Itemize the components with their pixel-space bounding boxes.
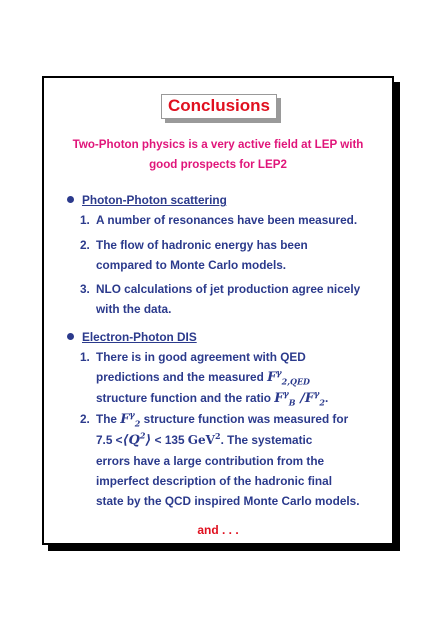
list-item <box>96 235 388 275</box>
item-number: 2. <box>80 238 90 252</box>
math-symbol: ⟩ <box>145 433 152 448</box>
text-segment: . The systematic <box>220 433 313 447</box>
section-heading-electron-photon: Electron-Photon DIS <box>82 330 197 344</box>
text-segment: structure function and the ratio <box>96 391 271 405</box>
text-segment: structure function was measured for <box>143 412 349 426</box>
list-item-line <box>96 367 388 388</box>
slide-panel <box>42 76 394 545</box>
bullet-icon <box>66 190 78 210</box>
item-number: 3. <box>80 282 90 296</box>
subtitle-line-2: good prospects for LEP2 <box>149 158 287 171</box>
math-superscript: 2 <box>215 431 221 441</box>
list-item-line: compared to Monte Carlo models. <box>96 258 287 272</box>
closing-text: and . . . <box>197 523 239 537</box>
math-symbol: / <box>300 391 305 406</box>
math-superscript: γ <box>276 367 282 378</box>
math-symbol: F <box>304 391 315 406</box>
text-segment: The <box>96 412 117 426</box>
math-subscript: B <box>288 397 296 408</box>
math-superscript: γ <box>129 409 135 420</box>
list-item <box>96 279 388 319</box>
text-segment: 7.5 < <box>96 433 123 447</box>
title-box <box>161 94 277 119</box>
subtitle-line-1: Two-Photon physics is a very active field at LEP with <box>72 138 364 151</box>
list-item-line: There is in good agreement with QED <box>96 350 306 364</box>
list-item-line <box>96 430 388 451</box>
list-item-line: with the data. <box>96 302 172 316</box>
text-segment: predictions and the measured <box>96 370 264 384</box>
text-segment: < 135 <box>154 433 185 447</box>
list-item-line: errors have a large contribution from the <box>96 454 325 468</box>
list-item-line: NLO calculations of jet production agree nicely <box>96 282 361 296</box>
list-item-line: A number of resonances have been measured. <box>96 213 358 227</box>
f2-qed-symbol <box>267 367 310 387</box>
math-superscript: γ <box>283 388 289 399</box>
bullet-icon <box>66 327 78 347</box>
math-subscript: 2 <box>319 397 325 408</box>
item-number: 2. <box>80 412 90 426</box>
f2-symbol <box>120 409 141 429</box>
math-symbol: ⟨Q <box>122 433 140 448</box>
math-superscript: γ <box>314 388 320 399</box>
math-subscript: 2,QED <box>281 376 310 387</box>
item-number: 1. <box>80 350 90 364</box>
list-item-line: state by the QCD inspired Monte Carlo models. <box>96 494 360 508</box>
math-symbol: GeV <box>187 433 215 447</box>
list-item-line <box>96 388 388 409</box>
list-item <box>96 409 388 511</box>
math-symbol: F <box>274 391 284 406</box>
gev-unit <box>188 433 221 447</box>
math-superscript: 2 <box>139 430 146 441</box>
section-heading-photon-photon: Photon-Photon scattering <box>82 193 227 207</box>
list-item <box>96 210 388 230</box>
math-subscript: 2 <box>134 418 141 429</box>
subtitle <box>44 135 392 175</box>
list-item <box>96 347 388 409</box>
list-item-line <box>96 409 388 430</box>
text-segment: . <box>324 391 329 405</box>
page-title: Conclusions <box>161 94 277 119</box>
q2-symbol <box>122 430 152 448</box>
math-symbol: F <box>120 412 130 427</box>
fb-ratio-symbol <box>274 388 325 408</box>
item-number: 1. <box>80 213 90 227</box>
math-symbol: F <box>267 370 277 385</box>
list-item-line: The flow of hadronic energy has been <box>96 238 308 252</box>
list-item-line: imperfect description of the hadronic final <box>96 474 332 488</box>
